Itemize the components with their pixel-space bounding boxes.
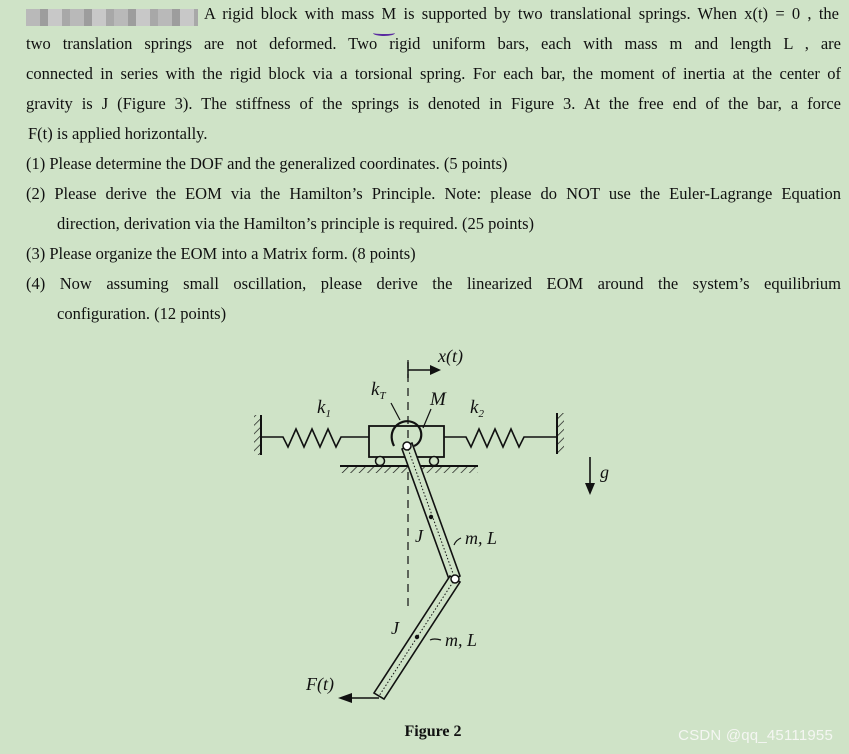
wheel-right	[430, 457, 439, 466]
pin-middle	[451, 575, 459, 583]
question-4-line-2: configuration. (12 points)	[57, 304, 227, 323]
mL-lower-label: m, L	[445, 630, 478, 650]
mL-upper-label: m, L	[465, 528, 498, 548]
J-lower-label: J	[391, 618, 399, 638]
watermark: CSDN @qq_45111955	[678, 727, 833, 744]
force-arrow	[338, 693, 379, 703]
problem-line-1: A rigid block with mass M is supported by two translational springs. When x(t) = 0 , the	[204, 4, 839, 23]
left-wall	[254, 415, 261, 455]
kT-label: $k_T$	[371, 379, 386, 402]
problem-line-2: two translation springs are not deformed. Two rigid uniform bars, each with mass m and length L , are	[26, 34, 841, 53]
question-3: (3) Please organize the EOM into a Matrix form. (8 points)	[26, 244, 416, 263]
right-wall	[557, 413, 564, 454]
gravity-arrow	[585, 457, 595, 495]
g-label: g	[600, 462, 609, 482]
spring-k2	[444, 429, 557, 447]
question-2-line-1: (2) Please derive the EOM via the Hamilton’s Principle. Note: please do NOT use the Euler-Lagrange Equation	[26, 184, 841, 203]
question-4-line-1: (4) Now assuming small oscillation, please derive the linearized EOM around the system’s equilibrium	[26, 274, 841, 293]
mL-upper-leader	[454, 538, 461, 545]
wheel-left	[376, 457, 385, 466]
spring-k1	[261, 429, 369, 447]
problem-line-3: connected in series with the rigid block via a torsional spring. For each bar, the moment of inertia at the center of	[26, 64, 841, 83]
M-label: M	[430, 389, 446, 410]
k2-label: $k_2$	[470, 397, 484, 420]
figure-caption: Figure 2	[404, 723, 462, 740]
problem-line-4: gravity is J (Figure 3). The stiffness of the springs is denoted in Figure 3. At the free end of the bar, a force	[26, 94, 841, 113]
kT-leader	[391, 403, 400, 420]
force-label: F(t)	[306, 674, 334, 694]
mechanism-figure	[0, 340, 849, 754]
x-label: x(t)	[438, 346, 463, 366]
k1-label: $k_1$	[317, 397, 331, 420]
question-2-line-2: direction, derivation via the Hamilton’s principle is required. (25 points)	[57, 214, 535, 233]
pin-top	[403, 442, 411, 450]
x-arrow	[408, 362, 441, 378]
mL-lower-leader	[430, 639, 441, 640]
question-1: (1) Please determine the DOF and the generalized coordinates. (5 points)	[26, 154, 508, 173]
redacted-header	[26, 9, 198, 26]
problem-line-5: F(t) is applied horizontally.	[28, 124, 208, 143]
J-upper-label: J	[415, 526, 423, 546]
